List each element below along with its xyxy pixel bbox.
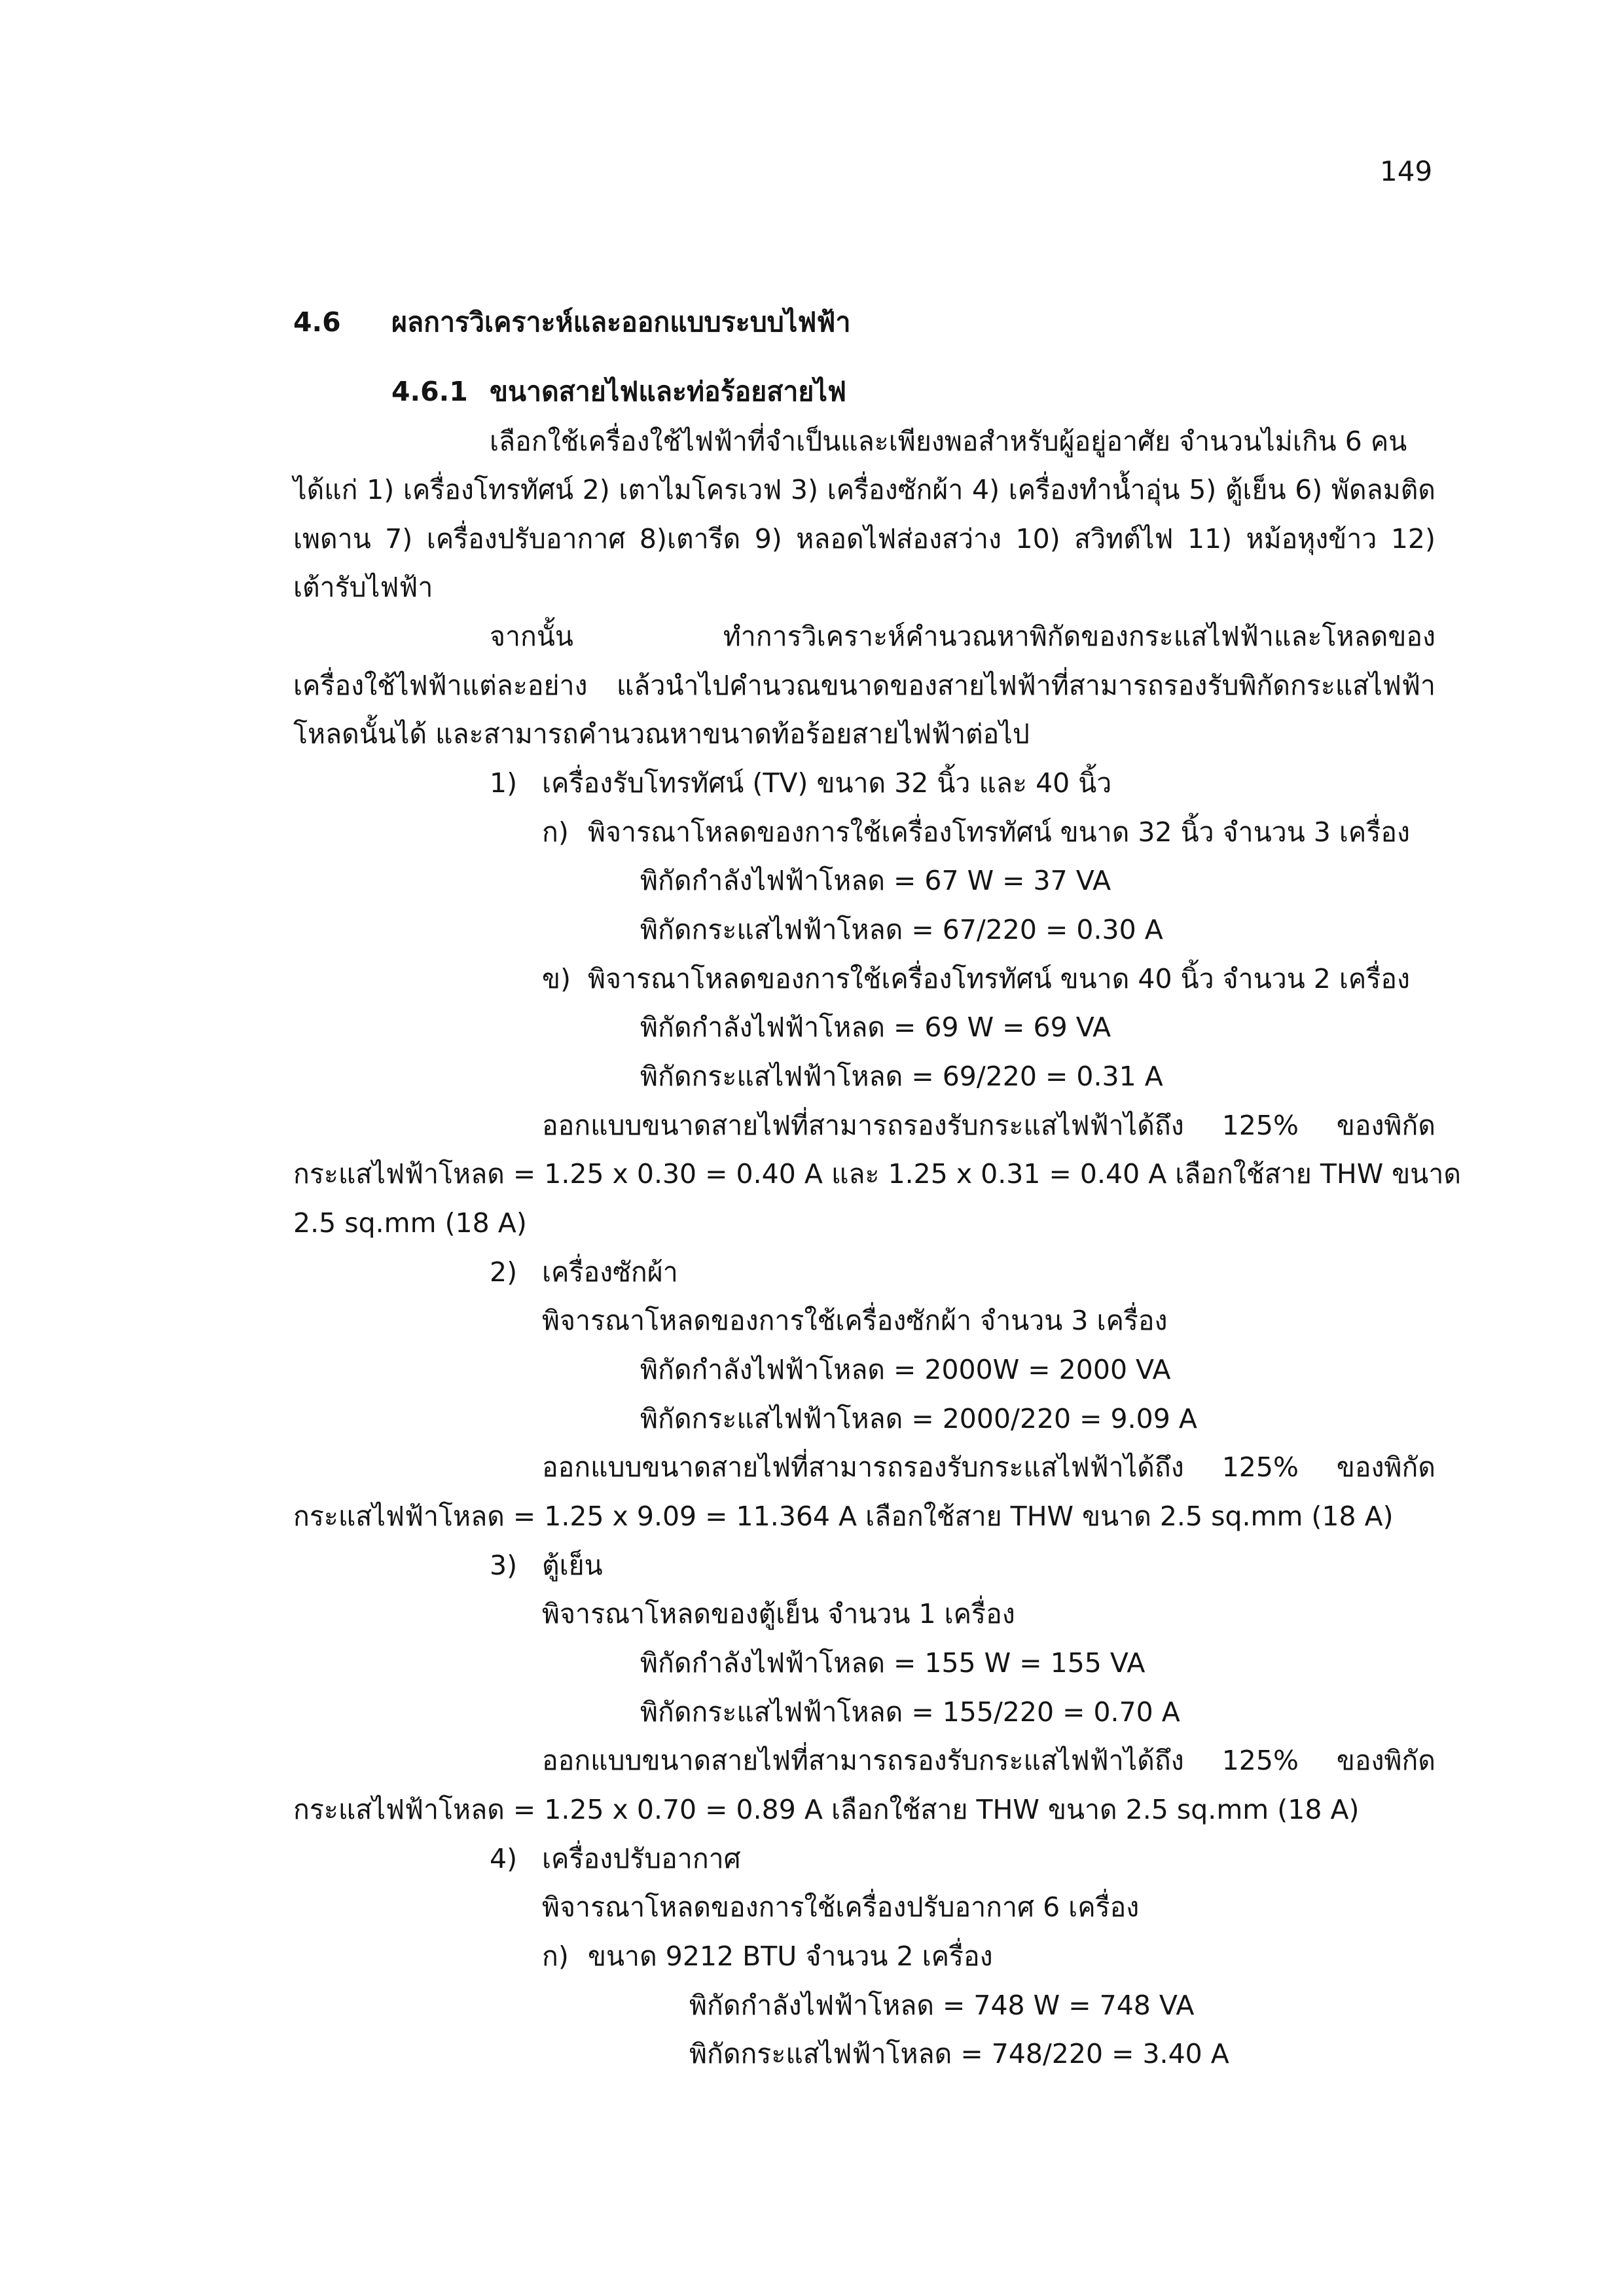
- item-2-text: พิจารณาโหลดของการใช้เครื่องซักผ้า จำนวน 3 เครื่อง: [542, 1305, 1168, 1336]
- item-1b-text: พิจารณาโหลดของการใช้เครื่องโทรทัศน์ ขนาด 40 นิ้ว จำนวน 2 เครื่อง: [588, 963, 1411, 994]
- item-4a-text: ขนาด 9212 BTU จำนวน 2 เครื่อง: [588, 1941, 993, 1972]
- item-3-text: พิจารณาโหลดของตู้เย็น จำนวน 1 เครื่อง: [542, 1598, 1015, 1630]
- item-1-design-line-1: ออกแบบขนาดสายไฟที่สามารถรองรับกระแสไฟฟ้าได้ถึง 125% ของพิกัด: [542, 1110, 1435, 1141]
- item-4-number: 4): [490, 1843, 518, 1874]
- item-1a-current: พิกัดกระแสไฟฟ้าโหลด = 67/220 = 0.30 A: [640, 914, 1163, 945]
- item-3-number: 3): [490, 1550, 518, 1581]
- item-4-title: เครื่องปรับอากาศ: [542, 1843, 741, 1874]
- item-1-design-line-3: 2.5 sq.mm (18 A): [293, 1207, 527, 1239]
- section-number: 4.6: [293, 306, 341, 338]
- subsection-title: ขนาดสายไฟและท่อร้อยสายไฟ: [490, 376, 847, 407]
- intro-paragraph-1-line-3: เพดาน 7) เครื่องปรับอากาศ 8)เตารีด 9) หลอดไฟส่องสว่าง 10) สวิทต์ไฟ 11) หม้อหุงข้าว 12): [293, 523, 1435, 555]
- item-4a-marker: ก): [542, 1941, 569, 1972]
- item-1-number: 1): [490, 767, 518, 799]
- item-1b-marker: ข): [542, 963, 571, 994]
- item-3-current: พิกัดกระแสไฟฟ้าโหลด = 155/220 = 0.70 A: [640, 1696, 1180, 1728]
- item-3-design-line-1: ออกแบบขนาดสายไฟที่สามารถรองรับกระแสไฟฟ้าได้ถึง 125% ของพิกัด: [542, 1745, 1435, 1776]
- item-1-design-line-2: กระแสไฟฟ้าโหลด = 1.25 x 0.30 = 0.40 A และ 1.25 x 0.31 = 0.40 A เลือกใช้สาย THW ขนาด: [293, 1158, 1461, 1190]
- intro-paragraph-2-line-3: โหลดนั้นได้ และสามารถคำนวณหาขนาดท้อร้อยสายไฟฟ้าต่อไป: [293, 718, 1030, 750]
- item-2-number: 2): [490, 1256, 518, 1288]
- item-1a-marker: ก): [542, 816, 569, 848]
- intro-paragraph-2-line-1: จากนั้น ทำการวิเคราะห์คำนวณหาพิกัดของกระแสไฟฟ้าและโหลดของ: [490, 621, 1435, 652]
- item-2-current: พิกัดกระแสไฟฟ้าโหลด = 2000/220 = 9.09 A: [640, 1403, 1197, 1434]
- item-3-power: พิกัดกำลังไฟฟ้าโหลด = 155 W = 155 VA: [640, 1647, 1146, 1679]
- item-2-power: พิกัดกำลังไฟฟ้าโหลด = 2000W = 2000 VA: [640, 1354, 1171, 1385]
- item-4a-power: พิกัดกำลังไฟฟ้าโหลด = 748 W = 748 VA: [689, 1990, 1195, 2021]
- item-3-title: ตู้เย็น: [542, 1550, 603, 1581]
- item-1-title: เครื่องรับโทรทัศน์ (TV) ขนาด 32 นิ้ว และ 40 นิ้ว: [542, 767, 1112, 799]
- intro-paragraph-1-line-2: ได้แก่ 1) เครื่องโทรทัศน์ 2) เตาไมโครเวฟ 3) เครื่องซักผ้า 4) เครื่องทำน้ำอุ่น 5) ตู้เย็น 6) พัดลมติด: [293, 474, 1435, 505]
- subsection-number: 4.6.1: [391, 376, 468, 407]
- item-1a-power: พิกัดกำลังไฟฟ้าโหลด = 67 W = 37 VA: [640, 865, 1111, 896]
- item-2-title: เครื่องซักผ้า: [542, 1256, 678, 1288]
- intro-paragraph-1-line-1: เลือกใช้เครื่องใช้ไฟฟ้าที่จำเป็นและเพียงพอสำหรับผู้อยู่อาศัย จำนวนไม่เกิน 6 คน: [490, 426, 1407, 457]
- item-1b-current: พิกัดกระแสไฟฟ้าโหลด = 69/220 = 0.31 A: [640, 1061, 1163, 1092]
- item-4-text: พิจารณาโหลดของการใช้เครื่องปรับอากาศ 6 เครื่อง: [542, 1891, 1140, 1923]
- intro-paragraph-2-line-2: เครื่องใช้ไฟฟ้าแต่ละอย่าง แล้วนำไปคำนวณขนาดของสายไฟฟ้าที่สามารถรองรับพิกัดกระแสไฟฟ้า: [293, 670, 1435, 701]
- item-4a-current: พิกัดกระแสไฟฟ้าโหลด = 748/220 = 3.40 A: [689, 2038, 1229, 2069]
- item-2-design-line-1: ออกแบบขนาดสายไฟที่สามารถรองรับกระแสไฟฟ้าได้ถึง 125% ของพิกัด: [542, 1451, 1435, 1483]
- page-number: 149: [1380, 155, 1433, 187]
- intro-paragraph-1-line-4: เต้ารับไฟฟ้า: [293, 572, 433, 603]
- section-title: ผลการวิเคราะห์และออกแบบระบบไฟฟ้า: [391, 306, 851, 338]
- item-2-design-line-2: กระแสไฟฟ้าโหลด = 1.25 x 9.09 = 11.364 A เลือกใช้สาย THW ขนาด 2.5 sq.mm (18 A): [293, 1501, 1394, 1532]
- item-1a-text: พิจารณาโหลดของการใช้เครื่องโทรทัศน์ ขนาด 32 นิ้ว จำนวน 3 เครื่อง: [588, 816, 1411, 848]
- item-3-design-line-2: กระแสไฟฟ้าโหลด = 1.25 x 0.70 = 0.89 A เลือกใช้สาย THW ขนาด 2.5 sq.mm (18 A): [293, 1794, 1360, 1825]
- item-1b-power: พิกัดกำลังไฟฟ้าโหลด = 69 W = 69 VA: [640, 1011, 1111, 1043]
